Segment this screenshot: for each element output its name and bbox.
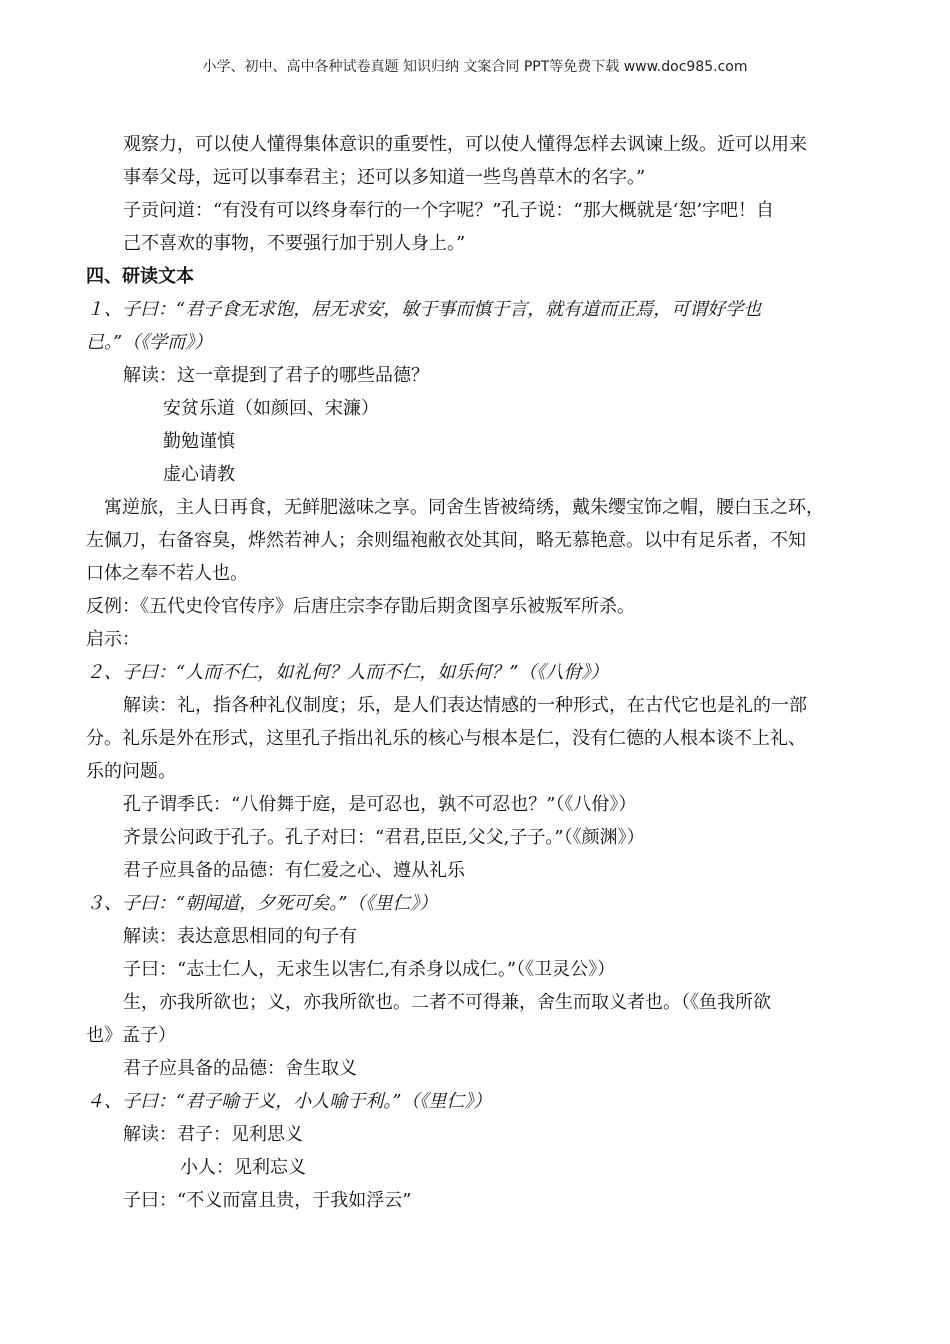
text-line: 安贫乐道（如颜回、宋濂）	[163, 398, 379, 419]
text-line: 子贡问道：“有没有可以终身奉行的一个字呢？”孔子说：“那大概就是‘恕’字吧！自	[123, 200, 775, 221]
text-line: 君子应具备的品德：有仁爱之心、遵从礼乐	[123, 860, 465, 881]
text-line: 子曰：“志士仁人，无求生以害仁,有杀身以成仁。”（《卫灵公》）	[123, 959, 616, 980]
text-line: 解读：君子：见利思义	[123, 1124, 303, 1145]
text-line: 君子应具备的品德：舍生取义	[123, 1058, 357, 1079]
text-line: 解读：这一章提到了君子的哪些品德？	[123, 365, 429, 386]
text-line: ２、子曰：“人而不仁，如礼何？人而不仁，如乐何？”（《八佾》）	[86, 662, 609, 683]
text-line: 口体之奉不若人也。	[86, 563, 248, 584]
text-line: 齐景公问政于孔子。孔子对曰：“君君,臣臣,父父,子子。”（《颜渊》）	[123, 827, 645, 848]
text-line: 小人：见利忘义	[180, 1157, 306, 1178]
text-line: 反例：《五代史伶官传序》后唐庄宗李存勖后期贪图享乐被叛军所杀。	[86, 596, 635, 617]
text-line: 启示：	[86, 629, 140, 650]
text-line: １、子曰：“君子食无求饱，居无求安，敏于事而慎于言，就有道而正焉，可谓好学也	[86, 299, 762, 320]
document-body	[86, 128, 866, 1217]
text-line: 也》孟子）	[86, 1025, 176, 1046]
text-line: ３、子曰：“朝闻道，夕死可矣。”（《里仁》）	[86, 893, 438, 914]
text-line: 左佩刀，右备容臭，烨然若神人；余则缊袍敝衣处其间，略无慕艳意。以中有足乐者，不知	[86, 530, 806, 551]
text-line: 孔子谓季氏：“八佾舞于庭，是可忍也，孰不可忍也？”（《八佾》）	[123, 794, 637, 815]
text-line: 子曰：“不义而富且贵，于我如浮云”	[123, 1190, 412, 1211]
text-line: ４、子曰：“君子喻于义，小人喻于利。”（《里仁》）	[86, 1091, 492, 1112]
text-line: 解读：表达意思相同的句子有	[123, 926, 357, 947]
text-line: 事奉父母，远可以事奉君主；还可以多知道一些鸟兽草木的名字。”	[123, 167, 646, 188]
text-line: 观察力，可以使人懂得集体意识的重要性，可以使人懂得怎样去讽谏上级。近可以用来	[123, 134, 807, 155]
text-line: 寓逆旅，主人日再食，无鲜肥滋味之享。同舍生皆被绮绣，戴朱缨宝饰之帽，腰白玉之环，	[104, 497, 824, 518]
text-line: 分。礼乐是外在形式，这里孔子指出礼乐的核心与根本是仁，没有仁德的人根本谈不上礼、	[86, 728, 806, 749]
text-line: 已。”（《学而》）	[86, 332, 213, 353]
text-line: 虚心请教	[163, 464, 235, 485]
text-line: 己不喜欢的事物，不要强行加于别人身上。”	[123, 233, 466, 254]
text-line: 生，亦我所欲也；义，亦我所欲也。二者不可得兼，舍生而取义者也。（《鱼我所欲	[123, 992, 771, 1013]
page-header: 小学、初中、高中各种试卷真题 知识归纳 文案合同 PPT等免费下载 www.doc985.com	[202, 59, 748, 75]
text-line: 解读：礼，指各种礼仪制度；乐，是人们表达情感的一种形式，在古代它也是礼的一部	[123, 695, 807, 716]
text-line: 勤勉谨慎	[163, 431, 235, 452]
section-heading: 四、研读文本	[86, 266, 194, 287]
text-line: 乐的问题。	[86, 761, 176, 782]
